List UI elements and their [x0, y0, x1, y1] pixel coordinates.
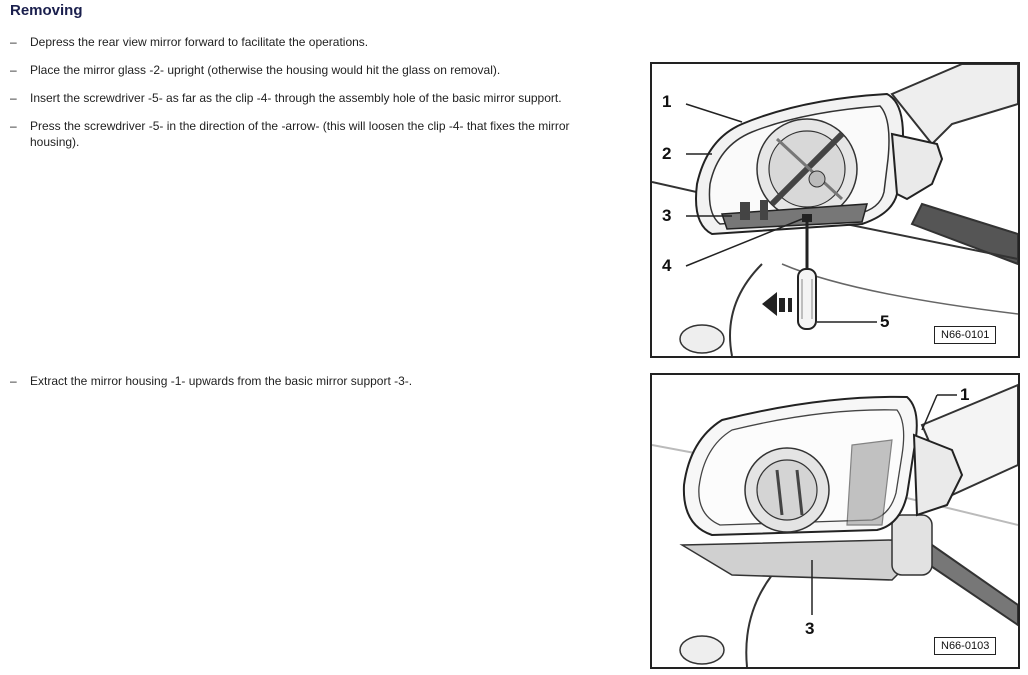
callout-1: 1 — [662, 92, 672, 111]
step-dash: – — [10, 91, 17, 105]
figure-reference: N66-0101 — [934, 326, 996, 344]
housing-removal-illustration — [652, 375, 1018, 667]
step-text: Depress the rear view mirror forward to facilitate the operations. — [30, 35, 369, 49]
step-dash: – — [10, 35, 17, 49]
callout-5: 5 — [880, 312, 890, 331]
step-2 — [10, 62, 622, 78]
mirror-clip-illustration — [652, 64, 1018, 356]
callout-2: 2 — [662, 144, 672, 163]
step-dash: – — [10, 119, 17, 133]
callout-3: 3 — [805, 619, 815, 638]
figure-reference: N66-0103 — [934, 637, 996, 655]
step-5 — [10, 373, 622, 389]
callout-3: 3 — [662, 206, 672, 225]
figure-mirror-clip — [650, 62, 1020, 358]
figure-housing-removal — [650, 373, 1020, 669]
callout-4: 4 — [662, 256, 672, 275]
step-text: Place the mirror glass -2- upright (otherwise the housing would hit the glass on removal). — [30, 63, 501, 77]
step-text: Insert the screwdriver -5- as far as the clip -4- through the assembly hole of the basic mirror support. — [30, 91, 562, 105]
callout-1: 1 — [960, 385, 970, 404]
step-text: Extract the mirror housing -1- upwards from the basic mirror support -3-. — [30, 374, 413, 388]
step-dash: – — [10, 374, 17, 388]
step-3 — [10, 90, 622, 106]
section-heading: Removing — [10, 2, 83, 19]
step-text: Press the screwdriver -5- in the direction of the -arrow- (this will loosen the clip -4- that fixes the mirror housing). — [30, 119, 570, 149]
step-1 — [10, 34, 622, 50]
step-dash: – — [10, 63, 17, 77]
step-4 — [10, 118, 622, 150]
